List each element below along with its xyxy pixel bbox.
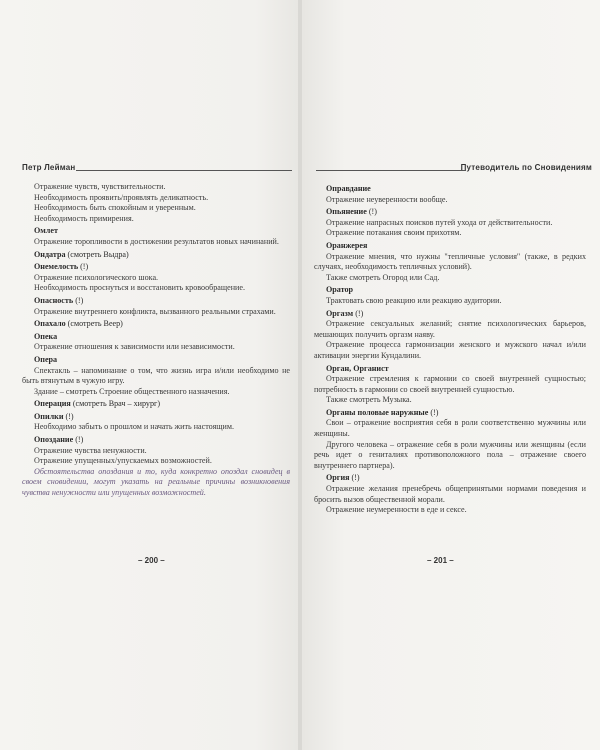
italic-note: Обстоятельства опоздания и то, куда конкретно опоздал сновидец в своем сновидении, могут указать на реальные причины возникновения чувства ненужности или упущенных возможностей. <box>22 466 290 498</box>
entry-term: Опасность <box>34 295 74 305</box>
entry-text: Отражение процесса гармонизации женского и мужского начал и/или активации энергии Кундалини. <box>314 340 586 360</box>
entry-text: Необходимость проявить/проявлять деликатность. <box>34 192 209 202</box>
entry-term: Опера <box>34 354 58 364</box>
entry-reference: (!) <box>428 407 439 417</box>
entry-heading <box>326 309 586 320</box>
entry-reference: (!) <box>73 295 84 305</box>
entry-text: Отражение желания пренебречь общепринятыми нормами поведения и бросить вызов общественной морали. <box>314 484 586 504</box>
entry-text: Отражение торопливости в достижении результатов новых начинаний. <box>34 236 279 246</box>
entry-term: Опилки <box>34 411 64 421</box>
entry-term: Оранжерея <box>326 240 368 250</box>
entry-text: Отражение чувств, чувствительности. <box>34 182 166 191</box>
entry-text: Необходимость быть спокойным и уверенным. <box>34 203 196 213</box>
entry-text: Отражение неуверенности вообще. <box>326 194 448 204</box>
entry-heading <box>326 364 586 375</box>
entry-text: Необходимо забыть о прошлом и начать жить настоящим. <box>34 422 234 432</box>
book-gutter <box>298 0 302 750</box>
entry-heading <box>34 226 290 237</box>
entry-heading <box>34 435 290 446</box>
entry-term: Операция <box>34 399 71 409</box>
entry-text: Отражение упущенных/упускаемых возможностей. <box>34 456 212 466</box>
left-column <box>22 182 290 499</box>
entry-text: Отражение внутреннего конфликта, вызванного реальными страхами. <box>34 306 276 316</box>
entry-reference: (смотреть Врач – хирург) <box>70 399 161 409</box>
entry-term: Оргазм <box>326 308 354 318</box>
entry-term: Оргия <box>326 473 350 483</box>
entry-reference: (смотреть Веер) <box>65 319 123 329</box>
entry-term: Онемелость <box>34 262 79 272</box>
entry-text: Отражение потакания своим прихотям. <box>326 228 462 238</box>
entry-heading <box>34 399 290 410</box>
right-header-rule <box>316 170 466 171</box>
entry-heading <box>326 241 586 252</box>
entry-text: Отражение напрасных поисков путей ухода от действительности. <box>326 217 553 227</box>
entry-term: Опахало <box>34 319 66 329</box>
entry-reference: (!) <box>73 435 84 445</box>
entry-reference: (!) <box>63 411 74 421</box>
entry-heading <box>34 296 290 307</box>
entry-text: Свои – отражение восприятия себя в роли соответственно мужчины или женщины. <box>314 418 586 439</box>
entry-heading <box>34 250 290 261</box>
entry-text: Также смотреть Огород или Сад. <box>326 272 440 282</box>
entry-reference: (!) <box>78 262 89 272</box>
entry-text: Отражение чувства ненужности. <box>34 445 147 455</box>
entry-text: Также смотреть Музыка. <box>326 395 412 405</box>
entry-text: Отражение неумеренности в еде и сексе. <box>326 505 467 515</box>
left-page-number: – 200 – <box>138 556 165 565</box>
left-header-rule <box>76 170 292 171</box>
entry-term: Орган, Органист <box>326 363 389 373</box>
entry-term: Опьянение <box>326 207 367 217</box>
entry-heading <box>326 408 586 419</box>
entry-heading <box>34 262 290 273</box>
entry-text: Спектакль – напоминание о том, что жизнь игра и/или необходимо не быть втянутым в чужую игру. <box>22 365 290 386</box>
entry-term: Опека <box>34 331 58 341</box>
entry-term: Опоздание <box>34 435 74 445</box>
entry-heading <box>34 412 290 423</box>
entry-text: Отражение мнения, что нужны "тепличные условия" (также, в редких случаях, необходимость тепличных условий). <box>314 251 586 272</box>
right-page-number: – 201 – <box>427 556 454 565</box>
entry-text: Отражение отношения к зависимости или независимости. <box>34 342 235 352</box>
left-page-header: Петр Лейман <box>22 163 76 172</box>
entry-heading <box>326 473 586 484</box>
entry-heading <box>34 355 290 366</box>
entry-heading <box>326 207 586 218</box>
entry-text: Другого человека – отражение себя в роли мужчины или женщины (если речь идет о гениталиях противоположного пола – отражение своего внутреннего партнера). <box>314 439 586 470</box>
entry-term: Оправдание <box>326 184 371 193</box>
entry-term: Ондатра <box>34 249 66 259</box>
entry-term: Омлет <box>34 226 58 236</box>
entry-text: Трактовать свою реакцию или реакцию аудитории. <box>326 295 502 305</box>
entry-heading <box>326 285 586 296</box>
entry-reference: (смотреть Выдра) <box>65 249 129 259</box>
entry-reference: (!) <box>366 207 377 217</box>
entry-text: Отражение стремления к гармонии со своей внутренней сущностью; потребность в гармонии со своей внутренней сущностью. <box>314 374 586 394</box>
entry-text: Здание – смотреть Строение общественного назначения. <box>34 386 230 396</box>
entry-text: Отражение сексуальных желаний; снятие психологических барьеров, мешающих получить оргазм наяву. <box>314 319 586 339</box>
entry-term: Органы половые наружные <box>326 407 429 417</box>
entry-heading <box>34 319 290 330</box>
entry-reference: (!) <box>349 473 360 483</box>
entry-text: Отражение психологического шока. <box>34 272 159 282</box>
entry-term: Оратор <box>326 285 354 295</box>
right-column <box>314 182 586 516</box>
right-page-header: Путеводитель по Сновидениям <box>460 163 592 172</box>
entry-text: Необходимость проснуться и восстановить кровообращение. <box>34 283 245 293</box>
entry-text: Необходимость примирения. <box>34 213 134 223</box>
entry-heading <box>34 332 290 343</box>
entry-reference: (!) <box>353 308 364 318</box>
entry-heading <box>326 184 586 195</box>
